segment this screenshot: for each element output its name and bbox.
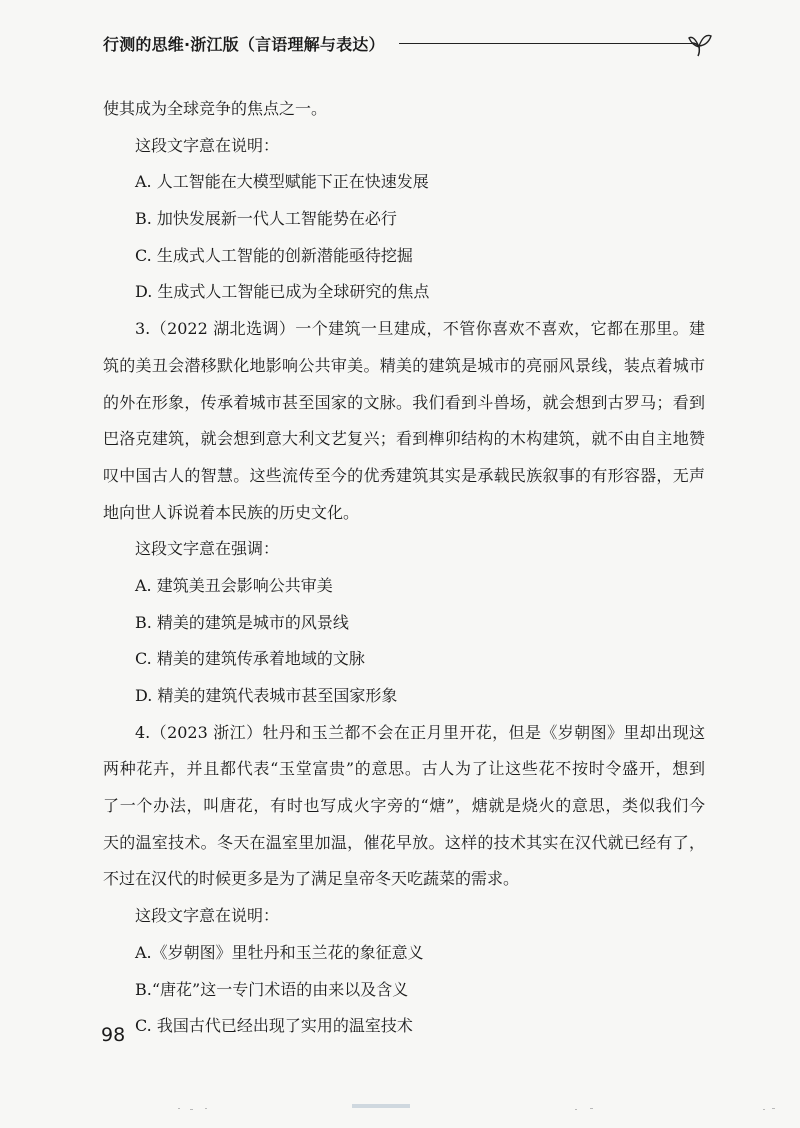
continuation-line: 使其成为全球竞争的焦点之一。: [103, 99, 328, 118]
question-4-option-a: A.《岁朝图》里牡丹和玉兰花的象征意义: [135, 942, 424, 962]
running-header: [103, 29, 703, 59]
question-3-line: 筑的美丑会潜移默化地影响公共审美。精美的建筑是城市的亮丽风景线，装点着城市: [103, 355, 705, 375]
question-3-line: 叹中国古人的智慧。这些流传至今的优秀建筑其实是承载民族叙事的有形容器，无声: [103, 465, 705, 485]
question-3-line: 巴洛克建筑，就会想到意大利文艺复兴；看到榫卯结构的木构建筑，就不由自主地赞: [103, 429, 705, 449]
scan-noise: [0, 1090, 800, 1120]
header-rule: [399, 43, 692, 44]
question-4-line: 两种花卉，并且都代表“玉堂富贵”的意思。古人为了让这些花不按时令盛开，想到: [103, 759, 705, 779]
question-4-option-c: C. 我国古代已经出现了实用的温室技术: [135, 1016, 413, 1036]
question-4-line: 不过在汉代的时候更多是为了满足皇帝冬天吃蔬菜的需求。: [103, 869, 520, 889]
question-4-stem: 这段文字意在说明：: [135, 906, 280, 926]
question-3-option-a: A. 建筑美丑会影响公共审美: [135, 575, 333, 595]
question-2-option-b: B. 加快发展新一代人工智能势在必行: [135, 209, 397, 229]
question-3-option-d: D. 精美的建筑代表城市甚至国家形象: [135, 686, 398, 705]
question-2-option-c: C. 生成式人工智能的创新潜能亟待挖掘: [135, 245, 413, 265]
question-3-passage: [103, 311, 705, 531]
question-2-stem: 这段文字意在说明：: [135, 135, 280, 155]
header-title: 行测的思维·浙江版（言语理解与表达）: [103, 35, 385, 54]
question-3-line: 地向世人诉说着本民族的历史文化。: [103, 502, 360, 522]
question-3-line: 的外在形象，传承着城市甚至国家的文脉。我们看到斗兽场，就会想到古罗马；看到: [103, 392, 705, 412]
question-3-option-b: B. 精美的建筑是城市的风景线: [135, 612, 349, 632]
question-4-passage: [103, 715, 705, 898]
question-2-option-a: A. 人工智能在大模型赋能下正在快速发展: [135, 172, 429, 192]
question-3-stem: 这段文字意在强调：: [135, 539, 280, 559]
question-3-line: 3.（2022 湖北选调）一个建筑一旦建成，不管你喜欢不喜欢，它都在那里。建: [135, 319, 705, 339]
page-body: [103, 91, 705, 1045]
page-number: 98: [101, 1024, 126, 1046]
question-4-line: 4.（2023 浙江）牡丹和玉兰都不会在正月里开花，但是《岁朝图》里却出现这: [135, 722, 705, 742]
sprout-icon: [686, 29, 714, 57]
question-3-option-c: C. 精美的建筑传承着地域的文脉: [135, 649, 365, 669]
question-2-option-d: D. 生成式人工智能已成为全球研究的焦点: [135, 282, 430, 302]
question-4-line: 天的温室技术。冬天在温室里加温，催花早放。这样的技术其实在汉代就已经有了，: [103, 832, 705, 852]
question-4-line: 了一个办法，叫唐花，有时也写成火字旁的“煻”，煻就是烧火的意思，类似我们今: [103, 796, 705, 816]
question-4-option-b: B.“唐花”这一专门术语的由来以及含义: [135, 979, 409, 999]
